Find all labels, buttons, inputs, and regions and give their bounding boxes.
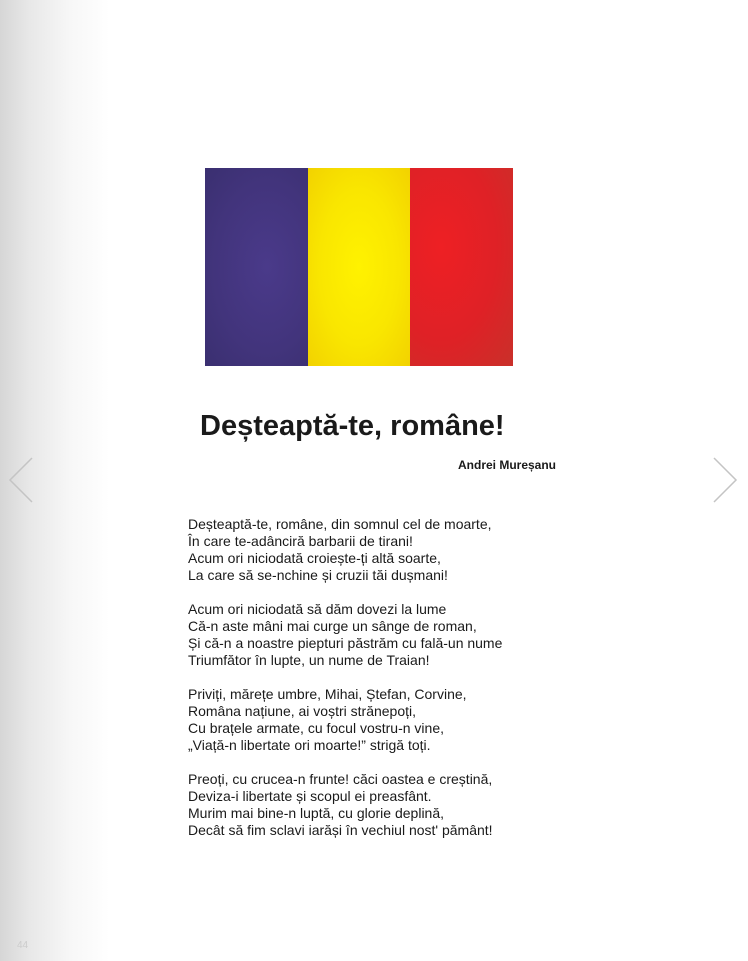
previous-page-button[interactable] xyxy=(6,456,36,504)
next-page-button[interactable] xyxy=(710,456,740,504)
poem-line: În care te-adânciră barbarii de tirani! xyxy=(188,533,413,549)
poem-line: Și că-n a noastre piepturi păstrăm cu fală-un nume xyxy=(188,635,503,651)
poem-line: La care să se-nchine și cruzii tăi dușmani! xyxy=(188,567,448,583)
poem-line: Deșteaptă-te, române, din somnul cel de moarte, xyxy=(188,516,492,532)
poem-line: Româna națiune, ai voștri strănepoți, xyxy=(188,703,417,719)
chevron-left-icon xyxy=(6,456,36,504)
stanza xyxy=(188,601,568,669)
poem-line: Acum ori niciodată croiește-ți altă soarte, xyxy=(188,550,441,566)
poem-body xyxy=(188,516,568,856)
poem-line: Cu brațele armate, cu focul vostru-n vine, xyxy=(188,720,445,736)
poem-line: Murim mai bine-n luptă, cu glorie deplină, xyxy=(188,805,445,821)
stanza xyxy=(188,516,568,584)
flag-stripe-red xyxy=(410,168,513,366)
poem-line: Acum ori niciodată să dăm dovezi la lume xyxy=(188,601,447,617)
poem-author: Andrei Mureșanu xyxy=(458,458,557,472)
chevron-right-icon xyxy=(710,456,740,504)
poem-line: Priviți, mărețe umbre, Mihai, Ștefan, Corvine, xyxy=(188,686,467,702)
flag-stripe-yellow xyxy=(308,168,411,366)
poem-title: Deșteaptă-te, române! xyxy=(200,410,505,442)
poem-line: Preoți, cu crucea-n frunte! căci oastea e creștină, xyxy=(188,771,493,787)
poem-line: Triumfător în lupte, un nume de Traian! xyxy=(188,652,430,668)
stanza xyxy=(188,686,568,754)
poem-line: Decât să fim sclavi iarăși în vechiul nost' pământ! xyxy=(188,822,493,838)
flag-stripe-blue xyxy=(205,168,308,366)
stanza xyxy=(188,771,568,839)
poem-line: „Viață-n libertate ori moarte!” strigă toți. xyxy=(188,737,431,753)
romanian-flag-image xyxy=(205,168,513,366)
page-number: 44 xyxy=(17,940,29,951)
poem-line: Că-n aste mâni mai curge un sânge de roman, xyxy=(188,618,477,634)
poem-line: Deviza-i libertate și scopul ei preasfânt. xyxy=(188,788,432,804)
